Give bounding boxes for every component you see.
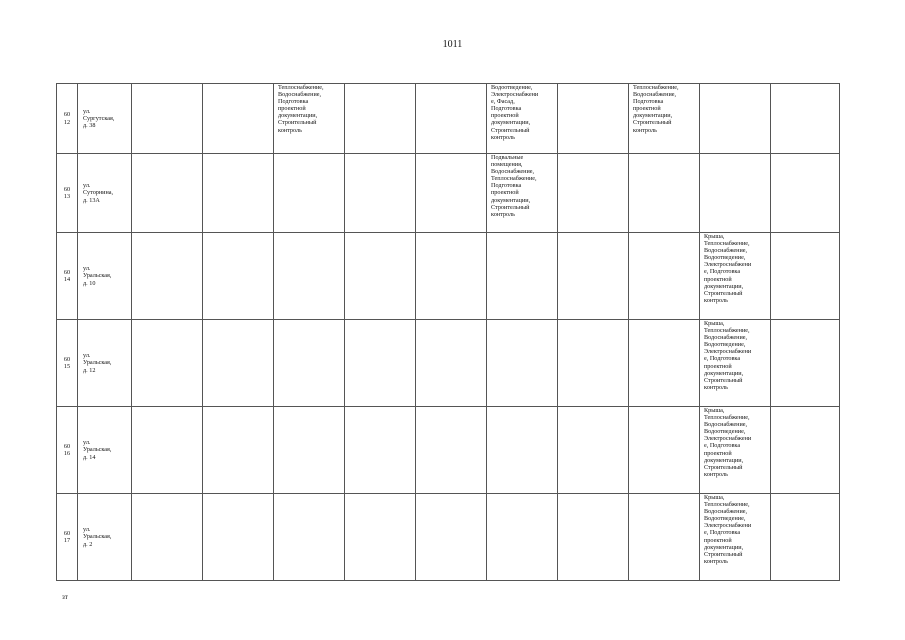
- work-cell: [558, 407, 629, 494]
- row-number-cell: 60 16: [57, 407, 78, 494]
- row-number-cell: 60 17: [57, 494, 78, 581]
- address-cell: ул. Уральская, д. 2: [78, 494, 132, 581]
- work-cell: [558, 154, 629, 233]
- work-cell: [487, 320, 558, 407]
- work-cell: [558, 84, 629, 154]
- work-cell: [629, 320, 700, 407]
- row-number-cell: 60 12: [57, 84, 78, 154]
- work-cell: [629, 494, 700, 581]
- work-cell: [771, 233, 840, 320]
- work-cell: [345, 233, 416, 320]
- work-cell: [203, 233, 274, 320]
- work-cell: [274, 407, 345, 494]
- work-cell: [132, 494, 203, 581]
- work-cell: [203, 84, 274, 154]
- address-cell: ул. Суторнина, д. 13А: [78, 154, 132, 233]
- work-cell: [558, 233, 629, 320]
- work-cell: [771, 494, 840, 581]
- work-cell: [629, 154, 700, 233]
- work-cell: Водоотведение, Электроснабжени е, Фасад, Подготовка проектной документации, Строительный контроль: [487, 84, 558, 154]
- work-cell: [558, 494, 629, 581]
- work-cell: [345, 407, 416, 494]
- work-cell: [487, 407, 558, 494]
- work-cell: [771, 154, 840, 233]
- work-cell: [132, 320, 203, 407]
- address-cell: ул. Уральская, д. 14: [78, 407, 132, 494]
- work-cell: [345, 154, 416, 233]
- work-cell: [700, 84, 771, 154]
- work-cell: [345, 84, 416, 154]
- work-cell: Крыша, Теплоснабжение, Водоснабжение, Водоотведение, Электроснабжени е, Подготовка проектной документации, Строительный контроль: [700, 320, 771, 407]
- work-cell: [274, 320, 345, 407]
- work-cell: Теплоснабжение, Водоснабжение, Подготовка проектной документации, Строительный контроль: [629, 84, 700, 154]
- work-cell: Подвальные помещения, Водоснабжение, Теплоснабжение, Подготовка проектной документации, Строительный контроль: [487, 154, 558, 233]
- work-cell: [345, 494, 416, 581]
- work-cell: Крыша, Теплоснабжение, Водоснабжение, Водоотведение, Электроснабжени е, Подготовка проектной документации, Строительный контроль: [700, 233, 771, 320]
- work-cell: [203, 494, 274, 581]
- work-cell: [274, 154, 345, 233]
- work-cell: [416, 320, 487, 407]
- address-cell: ул. Сургутская, д. 38: [78, 84, 132, 154]
- work-cell: [700, 154, 771, 233]
- work-cell: [771, 84, 840, 154]
- work-cell: [416, 84, 487, 154]
- work-cell: [203, 407, 274, 494]
- work-cell: [771, 320, 840, 407]
- work-cell: [203, 320, 274, 407]
- work-cell: [132, 407, 203, 494]
- table-row: [57, 233, 840, 320]
- work-cell: [416, 233, 487, 320]
- address-cell: ул. Уральская, д. 10: [78, 233, 132, 320]
- work-cell: [416, 494, 487, 581]
- table-row: [57, 407, 840, 494]
- work-cell: [629, 407, 700, 494]
- table-row: [57, 320, 840, 407]
- work-cell: Крыша, Теплоснабжение, Водоснабжение, Водоотведение, Электроснабжени е, Подготовка проектной документации, Строительный контроль: [700, 494, 771, 581]
- work-cell: [629, 233, 700, 320]
- work-cell: [558, 320, 629, 407]
- page-number: 1011: [442, 39, 463, 50]
- work-cell: [771, 407, 840, 494]
- footer-mark: зт: [62, 593, 68, 601]
- repair-schedule-table: [56, 83, 840, 581]
- work-cell: [487, 233, 558, 320]
- work-cell: [132, 233, 203, 320]
- work-cell: [203, 154, 274, 233]
- work-cell: [274, 494, 345, 581]
- work-cell: [487, 494, 558, 581]
- address-cell: ул. Уральская, д. 12: [78, 320, 132, 407]
- work-cell: [132, 84, 203, 154]
- work-cell: [416, 154, 487, 233]
- work-cell: Крыша, Теплоснабжение, Водоснабжение, Водоотведение, Электроснабжени е, Подготовка проектной документации, Строительный контроль: [700, 407, 771, 494]
- row-number-cell: 60 13: [57, 154, 78, 233]
- work-cell: Теплоснабжение, Водоснабжение, Подготовка проектной документации, Строительный контроль: [274, 84, 345, 154]
- table-row: [57, 154, 840, 233]
- work-cell: [416, 407, 487, 494]
- table-row: [57, 494, 840, 581]
- work-cell: [132, 154, 203, 233]
- row-number-cell: 60 14: [57, 233, 78, 320]
- work-cell: [345, 320, 416, 407]
- table-row: [57, 84, 840, 154]
- row-number-cell: 60 15: [57, 320, 78, 407]
- work-cell: [274, 233, 345, 320]
